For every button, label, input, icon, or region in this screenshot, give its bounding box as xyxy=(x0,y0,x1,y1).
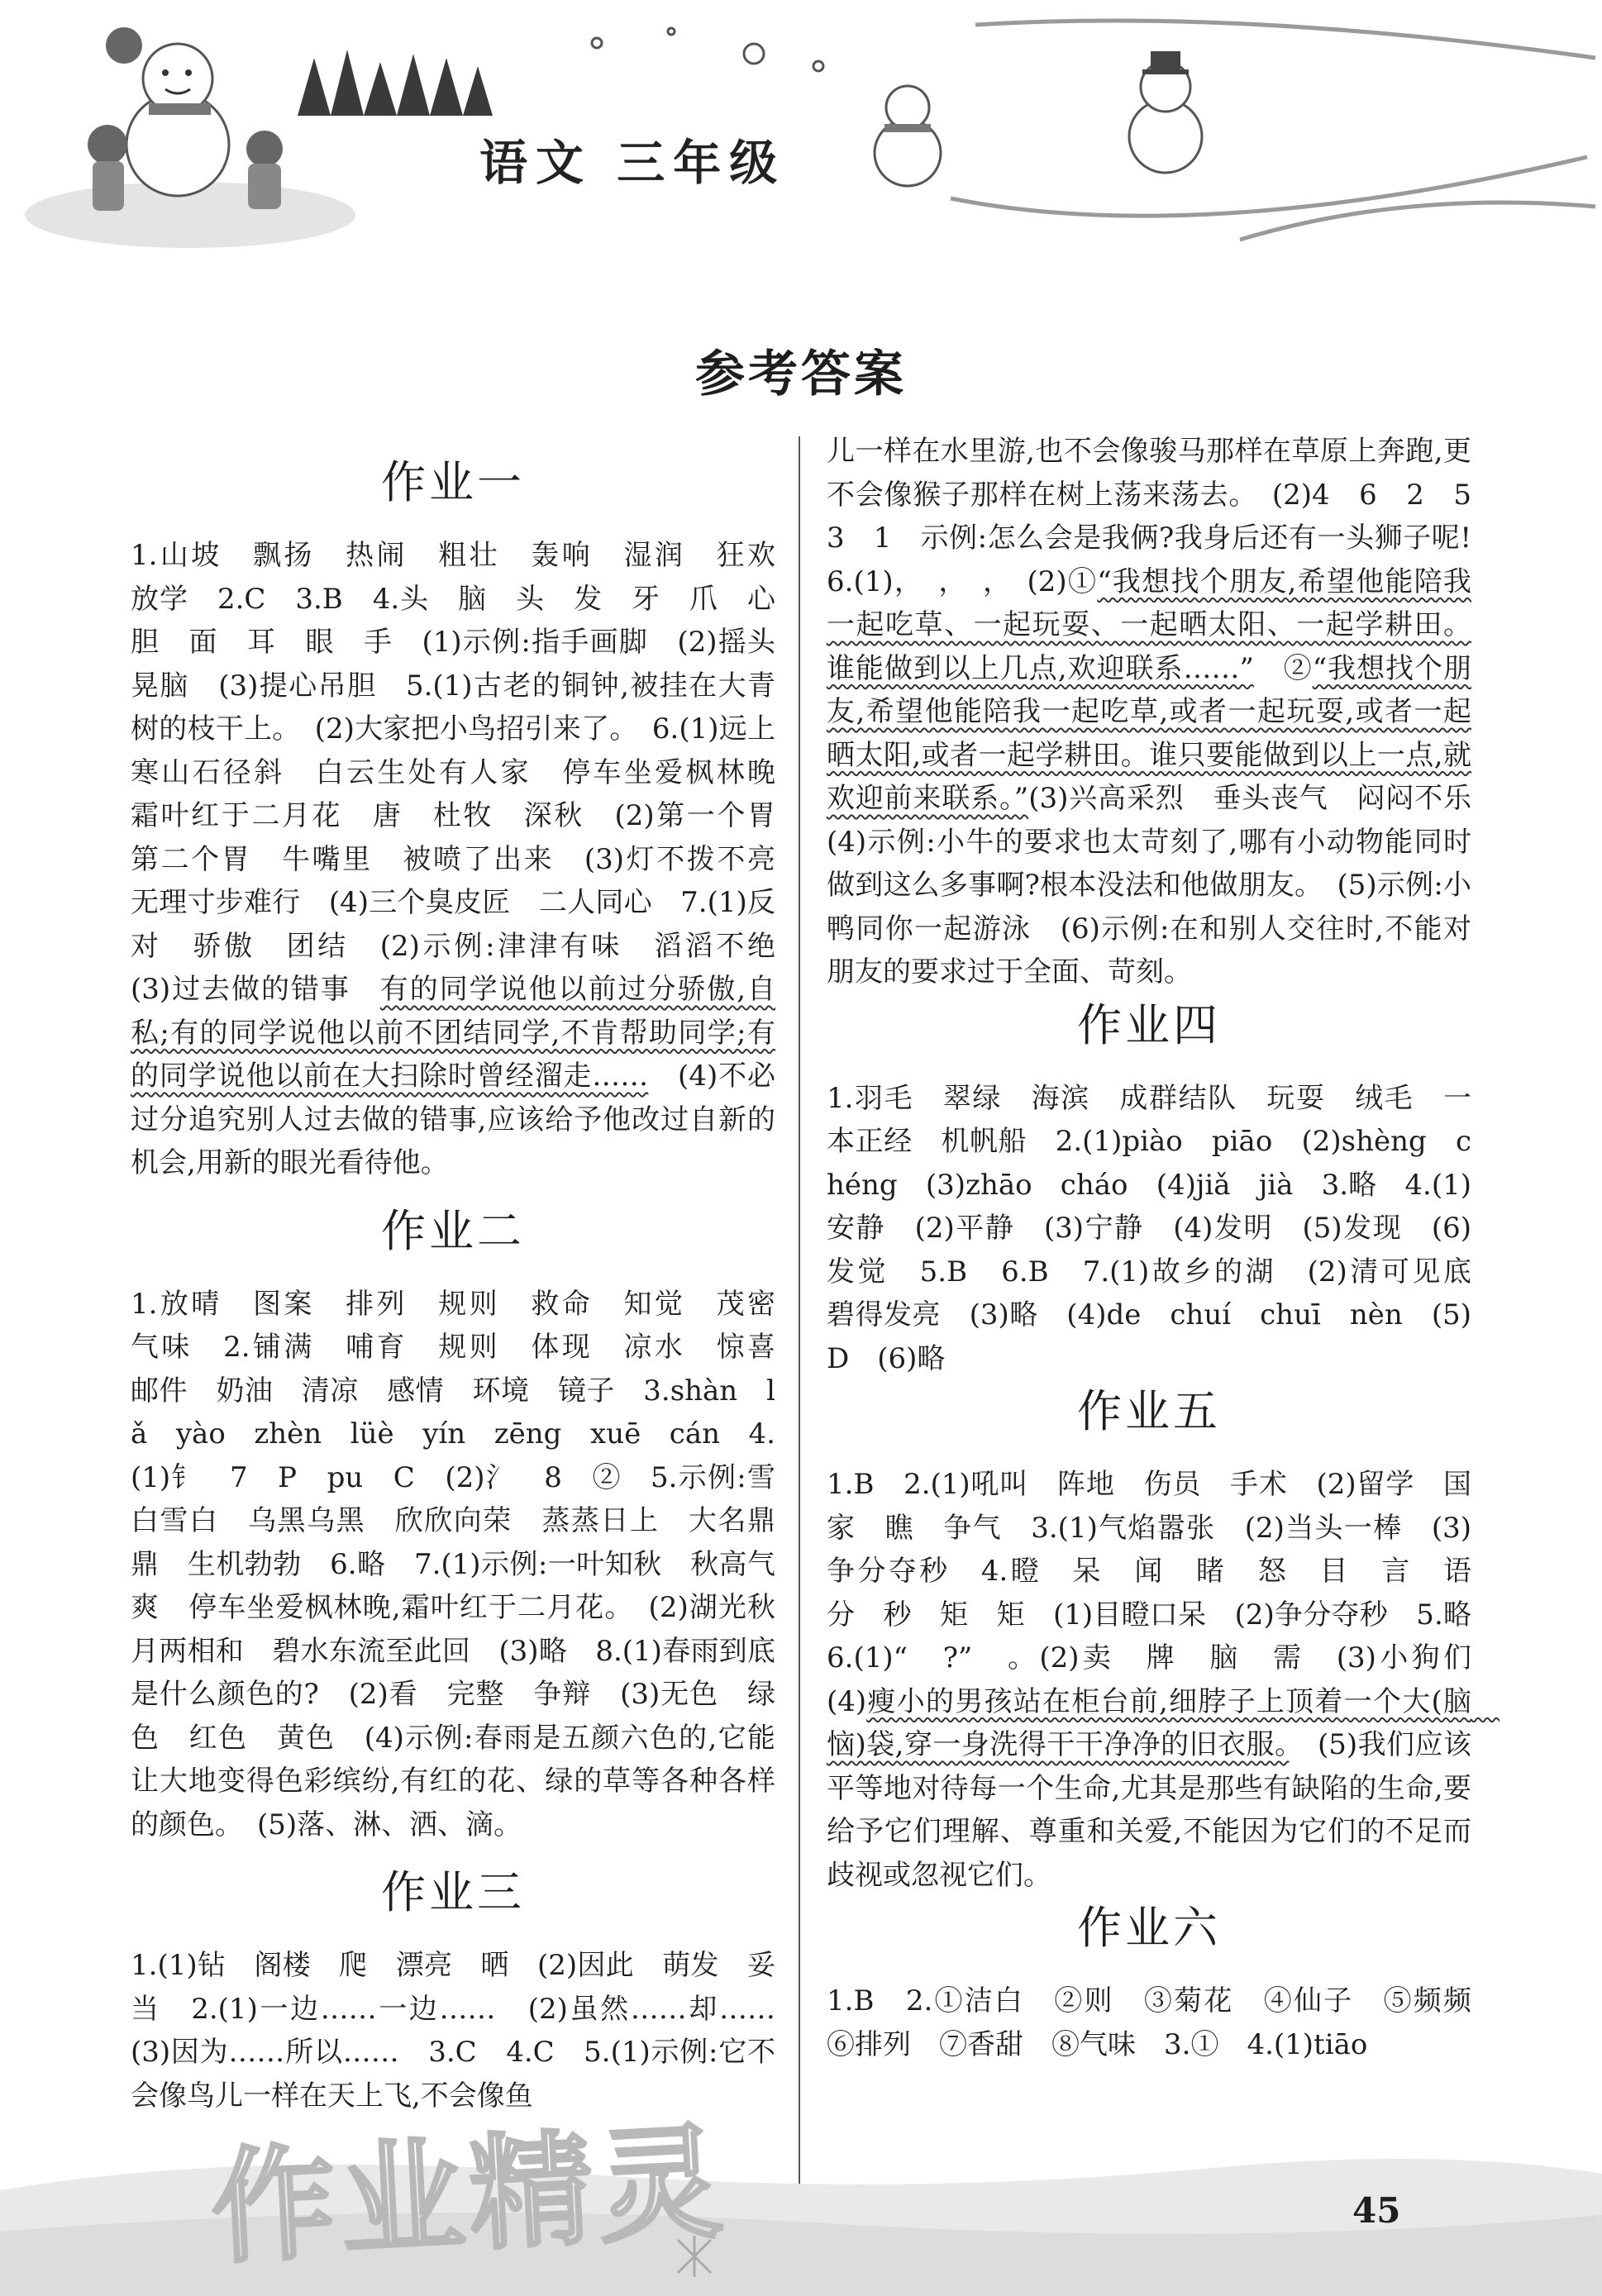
watermark: 作业精灵 xyxy=(207,2110,731,2282)
underlined-answer: “我想找个朋友,希望他能陪我一起吃草,或者一起玩耍,或者一起晒太阳,或者一起学耕田。谁只要能做到以上一点,就欢迎前来联系。” xyxy=(827,651,1471,815)
answer-text: (3)兴高采烈 垂头丧气 闷闷不乐 (4)示例:小牛的要求也太苛刻了,哪有小动物能同时做到这么多事啊?根本没法和他做朋友。 (5)示例:小鸭同你一起游泳 (6)示例:在和别人交往时,不能对朋友的要求过于全面、苛刻。 xyxy=(827,782,1499,988)
answer-text: 1.山坡 飘扬 热闹 粗壮 轰响 湿润 狂欢 放学 2.C 3.B 4.头 脑 头 发 牙 爪 心 胆 面 耳 眼 手 (1)示例:指手画脚 (2)摇头晃脑 (3)提心吊胆 5.(1)古老的铜钟,被挂在大青树的枝干上。 (2)大家把小鸟招引来了。 6.(1)远上寒山石径斜 白云生处有人家 停车坐爱枫林晚 霜叶红于二月花 唐 杜牧 深秋 (2)第一个胃 第二个胃 牛嘴里 被喷了出来 (3)灯不拨不亮 无理寸步难行 (4)三个臭皮匠 二人同心 7.(1)反对 骄傲 团结 (2)示例:津津有味 滔滔不绝 (3)过去做的错事 xyxy=(131,539,803,1006)
underlined-answer: 有的同学说他以前过分骄傲,自私;有的同学说他以前不团结同学,不肯帮助同学;有的同学说他以前在大扫除时曾经溜走…… xyxy=(131,973,775,1093)
section-title: 作业五 xyxy=(1077,1385,1221,1437)
snowflake-dots xyxy=(592,28,823,71)
answer-text: (4)不必过分追究别人过去做的错事,应该给予他改过自新的机会,用新的眼光看待他。 xyxy=(131,1060,775,1179)
underlined-answer: 瘦小的男孩站在柜台前,细脖子上顶着一个大(脑 恼)袋,穿一身洗得干干净净的旧衣服。 xyxy=(827,1684,1499,1761)
answer-text: 1.羽毛 翠绿 海滨 成群结队 玩耍 绒毛 一本正经 机帆船 2.(1)piào piāo (2)shèng chéng (3)zhāo cháo (4)jiǎ jià 3.略 4.(1)安静 (2)平静 (3)宁静 (4)发明 (5)发现 (6)发觉 5.B 6.B 7.(1)故乡的湖 (2)清可见底 碧得发亮 (3)略 (4)de chuí chuī nèn (5)D (6)略 xyxy=(827,1081,1499,1375)
section-title: 作业二 xyxy=(381,1204,525,1257)
underlined-answer: “我想找个朋友,希望他能陪我一起吃草、一起玩耍、一起晒太阳、一起学耕田。谁能做到以上几点,欢迎联系……” xyxy=(827,564,1471,685)
right-column xyxy=(827,435,1499,2066)
section-homework-1 xyxy=(131,451,803,1185)
header-banner xyxy=(0,0,1602,273)
section-title: 作业六 xyxy=(1077,1902,1221,1954)
answer-text: 1.(1)钻 阁楼 爬 漂亮 晒 (2)因此 萌发 妥当 2.(1)一边……一边…… (2)虽然……却…… (3)因为……所以…… 3.C 4.C 5.(1)示例:它不会像鸟儿一样在天上飞,不会像鱼 xyxy=(131,1949,803,2113)
left-column xyxy=(131,436,803,2117)
section-body xyxy=(827,1077,1499,1381)
section-homework-5 xyxy=(827,1380,1499,1897)
page-number: 45 xyxy=(1352,2190,1401,2231)
section-body xyxy=(131,1283,803,1847)
answer-text: ② xyxy=(1253,651,1313,685)
section-body xyxy=(827,1979,1499,2066)
section-body xyxy=(827,1463,1499,1897)
snowman-with-hat-illustration xyxy=(1129,51,1202,173)
section-title: 作业一 xyxy=(381,456,525,508)
answer-text: 1.B 2.①洁白 ②则 ③菊花 ④仙子 ⑤频频 ⑥排列 ⑦香甜 ⑧气味 3.① 4.(1)tiāo xyxy=(827,1984,1499,2061)
section-homework-4 xyxy=(827,994,1499,1381)
section-title: 作业三 xyxy=(381,1866,525,1918)
section-homework-6 xyxy=(827,1897,1499,2066)
section-body-continued xyxy=(827,430,1499,994)
answer-text: (5)我们应该平等地对待每一个生命,尤其是那些有缺陷的生命,要给予它们理解、尊重和关爱,不能因为它们的不足而歧视或忽视它们。 xyxy=(827,1728,1471,1892)
section-homework-3 xyxy=(131,1861,803,2117)
section-title: 作业四 xyxy=(1077,998,1221,1051)
section-homework-2 xyxy=(131,1200,803,1847)
answer-text: 儿一样在水里游,也不会像骏马那样在草原上奔跑,更不会像猴子那样在树上荡来荡去。 (2)4 6 2 5 3 1 示例:怎么会是我俩?我身后还有一头狮子呢! 6.(1)， ， ， (2)① xyxy=(827,435,1499,598)
answer-text: 1.放晴 图案 排列 规则 救命 知觉 茂密 气味 2.铺满 哺育 规则 体现 凉水 惊喜 邮件 奶油 清凉 感情 环境 镜子 3.shàn lǎ yào zhèn lüè yín zēng xuē cán 4.(1)钅 7 P pu C (2)氵 8 ② 5.示例:雪白雪白 乌黑乌黑 欣欣向荣 蒸蒸日上 大名鼎鼎 生机勃勃 6.略 7.(1)示例:一叶知秋 秋高气爽 停车坐爱枫林晚,霜叶红于二月花。 (2)湖光秋月两相和 碧水东流至此回 (3)略 8.(1)春雨到底是什么颜色的? (2)看 完整 争辩 (3)无色 绿色 红色 黄色 (4)示例:春雨是五颜六色的,它能让大地变得色彩缤纷,有红的花、绿的草等各种各样的颜色。 (5)落、淋、洒、滴。 xyxy=(131,1287,803,1841)
page-title: 参考答案 xyxy=(695,345,907,403)
branch-ribbon-illustration xyxy=(951,21,1595,240)
subject-grade-label: 语文 三年级 xyxy=(479,135,786,191)
section-body xyxy=(131,534,803,1185)
small-snowman-illustration xyxy=(875,86,941,186)
answer-text: 1.B 2.(1)吼叫 阵地 伤员 手术 (2)留学 国家 瞧 争气 3.(1)气焰嚣张 (2)当头一棒 (3)争分夺秒 4.瞪 呆 闻 睹 怒 目 言 语 分 秒 矩 矩 (1)目瞪口呆 (2)争分夺秒 5.略 6.(1)“ ?” 。(2)卖 牌 脑 需 (3)小狗们 (4) xyxy=(827,1468,1499,1718)
snowman-with-children-illustration xyxy=(88,27,283,211)
pine-trees-illustration xyxy=(298,50,493,116)
